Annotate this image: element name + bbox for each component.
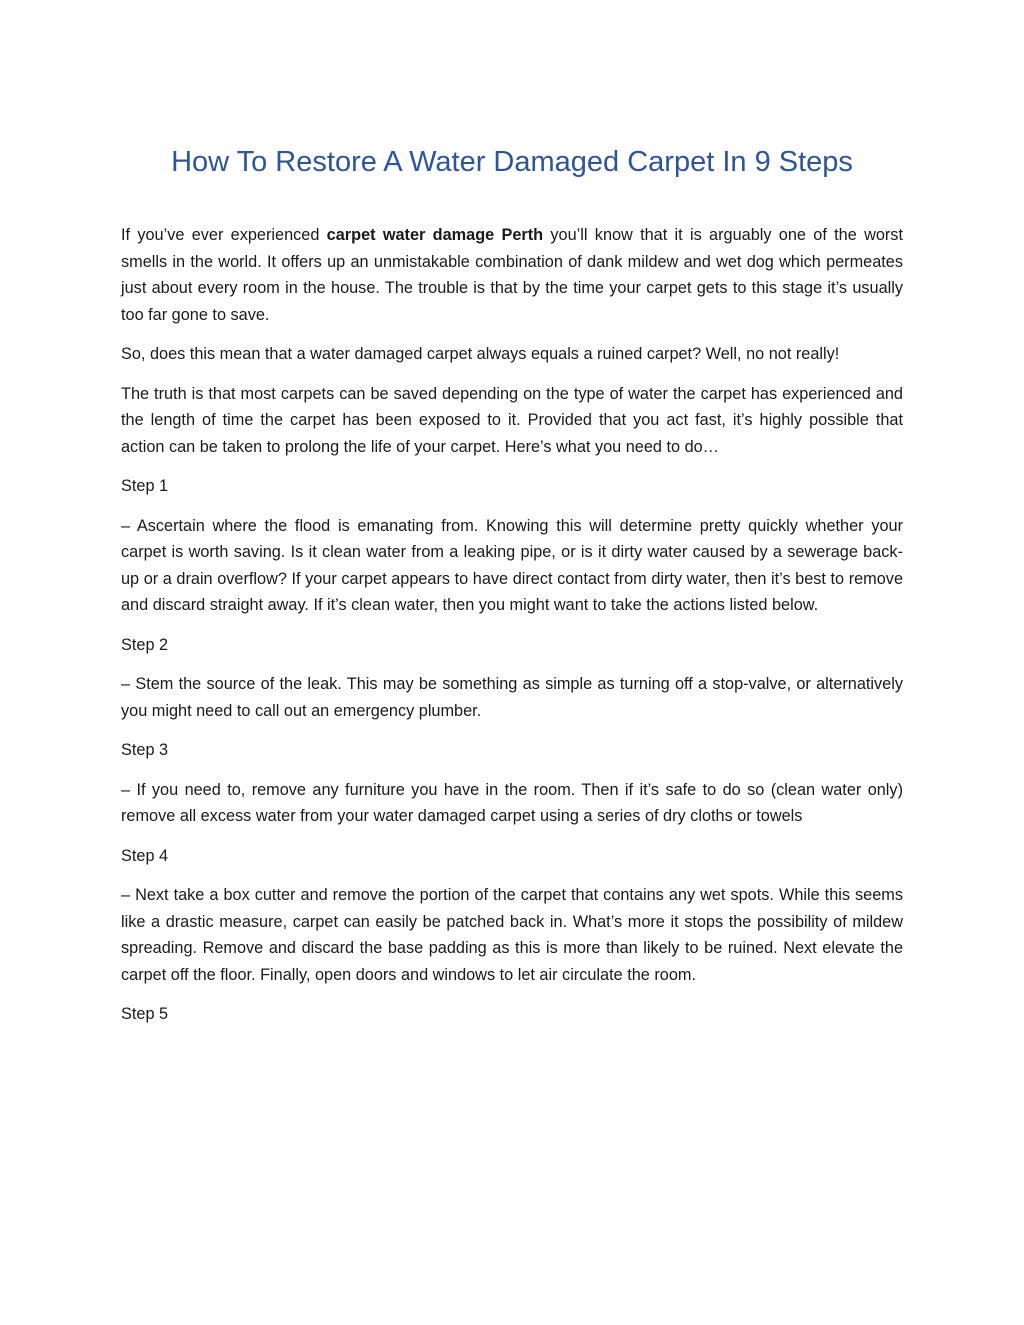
document-title: How To Restore A Water Damaged Carpet In 9 Steps [171, 146, 853, 178]
step-2-text: – Stem the source of the leak. This may be something as simple as turning off a stop-valve, or alternatively you might need to call out an emergency plumber. [121, 675, 903, 720]
step-3-heading: Step 3 [121, 741, 169, 759]
step-1-heading: Step 1 [121, 477, 169, 495]
step-2-heading: Step 2 [121, 635, 169, 654]
step-5-heading: Step 5 [121, 1005, 169, 1023]
intro-bold-link-text: carpet water damage Perth [326, 226, 544, 244]
paragraph-3: The truth is that most carpets can be saved depending on the type of water the carpet has experienced and the length of time the carpet has been exposed to it. Provided that you act fast, it’s highly possible that action can be taken to prolong the life of your carpet. Here’s what you need to do… [121, 384, 903, 456]
paragraph-2: So, does this mean that a water damaged carpet always equals a ruined carpet? Well, no not really! [121, 345, 840, 363]
step-4-heading: Step 4 [121, 846, 169, 865]
intro-paragraph [121, 222, 903, 328]
step-4-text: – Next take a box cutter and remove the portion of the carpet that contains any wet spots. While this seems like a drastic measure, carpet can easily be patched back in. What’s more it stops the possibility of mildew spreading. Remove and discard the base padding as this is more than likely to be ruined. Next elevate the carpet off the floor. Finally, open doors and windows to let air circulate the room. [121, 886, 903, 984]
intro-text-end: you’ll know that it is arguably one of the worst smells in the world. It offers up an unmistakable combination of dank mildew and wet dog which permeates just about every room in the house. The trouble is that by the time your carpet gets to this stage it’s usually too far gone to save. [121, 226, 903, 324]
intro-text-start: If you’ve ever experienced [121, 226, 327, 244]
step-3-text: – If you need to, remove any furniture you have in the room. Then if it’s safe to do so (clean water only) remove all excess water from your water damaged carpet using a series of dry cloths or towels [121, 780, 903, 825]
document-body [121, 222, 903, 1041]
step-1-text: – Ascertain where the flood is emanating from. Knowing this will determine pretty quickly whether your carpet is worth saving. Is it clean water from a leaking pipe, or is it dirty water caused by a sewerage back-up or a drain overflow? If your carpet appears to have direct contact from dirty water, then it’s best to remove and discard straight away. If it’s clean water, then you might want to take the actions listed below. [121, 516, 903, 614]
